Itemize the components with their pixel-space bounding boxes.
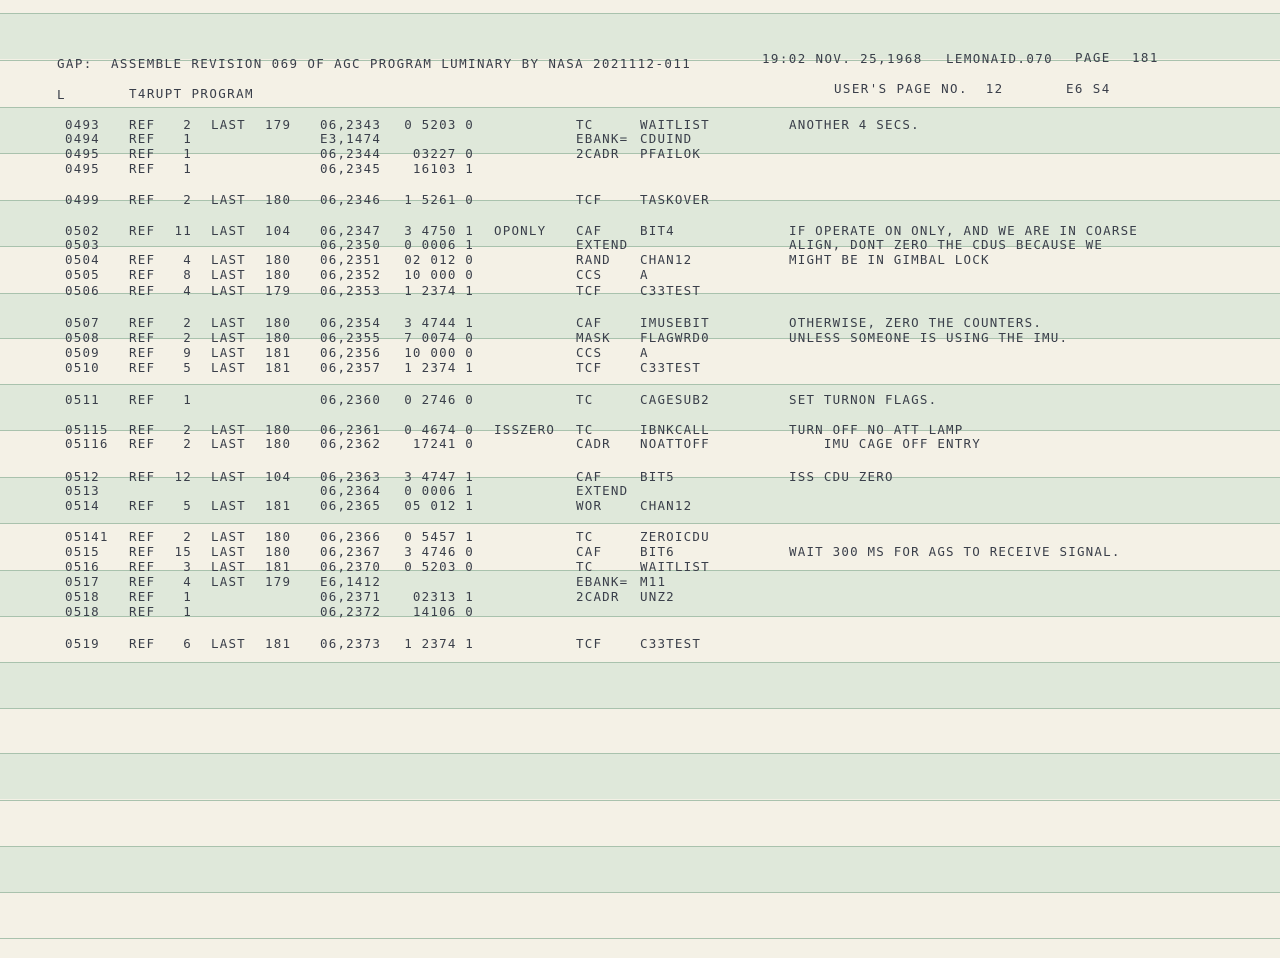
row-ref: REF (129, 267, 156, 282)
row-op: CAF (576, 223, 603, 238)
row-code: 0 5203 0 (404, 117, 474, 132)
row-addr: 06,2352 (320, 267, 382, 282)
row-operand: IBNKCALL (640, 422, 710, 437)
row-comment: WAIT 300 MS FOR AGS TO RECEIVE SIGNAL. (789, 544, 1121, 559)
row-code: 03227 0 (412, 146, 474, 161)
row-ref: REF (129, 283, 156, 298)
row-code: 7 0074 0 (404, 330, 474, 345)
row-line: 0494 (65, 131, 100, 146)
row-op: 2CADR (576, 589, 620, 604)
row-ref: REF (129, 161, 156, 176)
row-line: 0510 (65, 360, 100, 375)
row-code: 3 4750 1 (404, 223, 474, 238)
row-code: 3 4746 0 (404, 544, 474, 559)
row-last: LAST (211, 252, 246, 267)
row-cnt: 4 (183, 283, 192, 298)
greenbar-rule (0, 846, 1280, 847)
row-code: 0 5203 0 (404, 559, 474, 574)
row-lastno: 180 (265, 315, 292, 330)
row-last: LAST (211, 498, 246, 513)
row-comment: ANOTHER 4 SECS. (789, 117, 920, 132)
row-last: LAST (211, 330, 246, 345)
row-last: LAST (211, 436, 246, 451)
row-lastno: 180 (265, 252, 292, 267)
row-op: CAF (576, 315, 603, 330)
row-line: 0519 (65, 636, 100, 651)
row-op: TC (576, 117, 594, 132)
row-addr: 06,2357 (320, 360, 382, 375)
row-last: LAST (211, 469, 246, 484)
row-operand: C33TEST (640, 283, 702, 298)
row-op: CCS (576, 267, 603, 282)
row-lastno: 179 (265, 283, 292, 298)
row-line: 05115 (65, 422, 109, 437)
row-code: 02313 1 (412, 589, 474, 604)
row-operand: CAGESUB2 (640, 392, 710, 407)
row-ref: REF (129, 345, 156, 360)
row-ref: REF (129, 544, 156, 559)
row-addr: 06,2373 (320, 636, 382, 651)
row-code: 1 2374 1 (404, 636, 474, 651)
row-op: EXTEND (576, 237, 629, 252)
row-lastno: 180 (265, 192, 292, 207)
row-label: OPONLY (494, 223, 547, 238)
row-comment: MIGHT BE IN GIMBAL LOCK (789, 252, 990, 267)
row-ref: REF (129, 559, 156, 574)
greenbar-rule (0, 107, 1280, 108)
row-operand: BIT5 (640, 469, 675, 484)
row-addr: 06,2353 (320, 283, 382, 298)
row-addr: 06,2345 (320, 161, 382, 176)
row-code: 14106 0 (412, 604, 474, 619)
row-ref: REF (129, 529, 156, 544)
row-op: TCF (576, 360, 603, 375)
row-line: 0495 (65, 146, 100, 161)
row-line: 0505 (65, 267, 100, 282)
row-code: 05 012 1 (404, 498, 474, 513)
row-ref: REF (129, 636, 156, 651)
row-cnt: 1 (183, 131, 192, 146)
row-line: 0506 (65, 283, 100, 298)
row-last: LAST (211, 315, 246, 330)
row-addr: 06,2366 (320, 529, 382, 544)
row-operand: NOATTOFF (640, 436, 710, 451)
row-cnt: 5 (183, 360, 192, 375)
row-line: 05116 (65, 436, 109, 451)
row-op: TCF (576, 192, 603, 207)
greenbar-rule (0, 708, 1280, 709)
page-label: PAGE (1075, 50, 1111, 65)
row-ref: REF (129, 315, 156, 330)
row-lastno: 179 (265, 574, 292, 589)
program-name: T4RUPT PROGRAM (129, 86, 254, 101)
greenbar-rule (0, 938, 1280, 939)
row-line: 0511 (65, 392, 100, 407)
row-op: MASK (576, 330, 611, 345)
row-cnt: 2 (183, 315, 192, 330)
row-line: 05141 (65, 529, 109, 544)
row-comment: OTHERWISE, ZERO THE COUNTERS. (789, 315, 1043, 330)
greenbar-band (0, 753, 1280, 799)
row-operand: WAITLIST (640, 559, 710, 574)
row-code: 0 5457 1 (404, 529, 474, 544)
row-ref: REF (129, 223, 156, 238)
row-operand: C33TEST (640, 636, 702, 651)
row-comment: IMU CAGE OFF ENTRY (789, 436, 981, 451)
row-line: 0513 (65, 483, 100, 498)
greenbar-rule (0, 13, 1280, 14)
row-operand: IMUSEBIT (640, 315, 710, 330)
row-addr: 06,2367 (320, 544, 382, 559)
row-lastno: 181 (265, 636, 292, 651)
row-last: LAST (211, 360, 246, 375)
row-last: LAST (211, 345, 246, 360)
greenbar-rule (0, 800, 1280, 801)
row-op: 2CADR (576, 146, 620, 161)
row-cnt: 1 (183, 392, 192, 407)
row-ref: REF (129, 589, 156, 604)
row-lastno: 180 (265, 422, 292, 437)
row-line: 0512 (65, 469, 100, 484)
row-cnt: 1 (183, 589, 192, 604)
row-line: 0517 (65, 574, 100, 589)
row-comment: IF OPERATE ON ONLY, AND WE ARE IN COARSE (789, 223, 1139, 238)
row-last: LAST (211, 223, 246, 238)
row-code: 0 4674 0 (404, 422, 474, 437)
row-operand: C33TEST (640, 360, 702, 375)
row-operand: ZEROICDU (640, 529, 710, 544)
row-op: CAF (576, 544, 603, 559)
greenbar-rule (0, 753, 1280, 754)
row-operand: CHAN12 (640, 252, 693, 267)
row-addr: 06,2361 (320, 422, 382, 437)
row-op: EBANK= (576, 574, 629, 589)
row-lastno: 179 (265, 117, 292, 132)
greenbar-rule (0, 892, 1280, 893)
row-op: CAF (576, 469, 603, 484)
row-line: 0503 (65, 237, 100, 252)
row-code: 1 2374 1 (404, 283, 474, 298)
row-op: TC (576, 392, 594, 407)
row-operand: UNZ2 (640, 589, 675, 604)
row-operand: PFAILOK (640, 146, 702, 161)
row-addr: 06,2347 (320, 223, 382, 238)
row-line: 0499 (65, 192, 100, 207)
page-number: 181 (1132, 50, 1159, 65)
row-ref: REF (129, 252, 156, 267)
row-addr: E3,1474 (320, 131, 382, 146)
row-operand: CHAN12 (640, 498, 693, 513)
row-line: 0518 (65, 604, 100, 619)
row-last: LAST (211, 529, 246, 544)
row-last: LAST (211, 574, 246, 589)
row-code: 16103 1 (412, 161, 474, 176)
row-cnt: 9 (183, 345, 192, 360)
row-lastno: 180 (265, 267, 292, 282)
row-line: 0515 (65, 544, 100, 559)
row-cnt: 11 (174, 223, 192, 238)
row-cnt: 1 (183, 161, 192, 176)
row-ref: REF (129, 436, 156, 451)
greenbar-rule (0, 384, 1280, 385)
row-operand: FLAGWRD0 (640, 330, 710, 345)
row-ref: REF (129, 117, 156, 132)
greenbar-rule (0, 616, 1280, 617)
row-operand: WAITLIST (640, 117, 710, 132)
row-op: WOR (576, 498, 603, 513)
row-comment: ISS CDU ZERO (789, 469, 894, 484)
row-op: TC (576, 559, 594, 574)
row-code: 10 000 0 (404, 267, 474, 282)
row-last: LAST (211, 636, 246, 651)
greenbar-rule (0, 662, 1280, 663)
users-page-number: USER'S PAGE NO. 12 (834, 81, 1004, 96)
row-cnt: 12 (174, 469, 192, 484)
row-line: 0514 (65, 498, 100, 513)
row-line: 0508 (65, 330, 100, 345)
row-lastno: 104 (265, 469, 292, 484)
row-addr: 06,2351 (320, 252, 382, 267)
timestamp: 19:02 NOV. 25,1968 (762, 51, 923, 66)
row-last: LAST (211, 117, 246, 132)
row-cnt: 2 (183, 422, 192, 437)
row-ref: REF (129, 360, 156, 375)
row-op: TC (576, 422, 594, 437)
row-ref: REF (129, 192, 156, 207)
row-op: RAND (576, 252, 611, 267)
row-op: TCF (576, 636, 603, 651)
row-cnt: 2 (183, 330, 192, 345)
row-code: 10 000 0 (404, 345, 474, 360)
bank-code: E6 S4 (1066, 81, 1111, 96)
row-last: LAST (211, 192, 246, 207)
row-cnt: 2 (183, 529, 192, 544)
row-cnt: 15 (174, 544, 192, 559)
row-addr: 06,2343 (320, 117, 382, 132)
greenbar-band (0, 846, 1280, 892)
row-lastno: 180 (265, 330, 292, 345)
row-line: 0507 (65, 315, 100, 330)
row-ref: REF (129, 392, 156, 407)
row-lastno: 180 (265, 544, 292, 559)
row-cnt: 2 (183, 436, 192, 451)
row-last: LAST (211, 544, 246, 559)
listing-flag: L (57, 87, 66, 102)
row-cnt: 1 (183, 604, 192, 619)
row-ref: REF (129, 422, 156, 437)
row-addr: 06,2360 (320, 392, 382, 407)
row-lastno: 181 (265, 345, 292, 360)
row-comment: TURN OFF NO ATT LAMP (789, 422, 964, 437)
assembly-title: ASSEMBLE REVISION 069 OF AGC PROGRAM LUMINARY BY NASA 2021112-011 (111, 56, 692, 71)
row-cnt: 3 (183, 559, 192, 574)
row-code: 0 0006 1 (404, 483, 474, 498)
row-line: 0495 (65, 161, 100, 176)
row-label: ISSZERO (494, 422, 556, 437)
row-comment: UNLESS SOMEONE IS USING THE IMU. (789, 330, 1069, 345)
row-addr: 06,2371 (320, 589, 382, 604)
row-ref: REF (129, 498, 156, 513)
row-op: CCS (576, 345, 603, 360)
row-lastno: 104 (265, 223, 292, 238)
row-lastno: 181 (265, 498, 292, 513)
row-addr: 06,2365 (320, 498, 382, 513)
row-addr: 06,2355 (320, 330, 382, 345)
row-code: 02 012 0 (404, 252, 474, 267)
row-addr: 06,2364 (320, 483, 382, 498)
row-code: 1 5261 0 (404, 192, 474, 207)
row-cnt: 5 (183, 498, 192, 513)
row-cnt: 2 (183, 117, 192, 132)
row-line: 0518 (65, 589, 100, 604)
row-op: EXTEND (576, 483, 629, 498)
row-op: TCF (576, 283, 603, 298)
greenbar-band (0, 662, 1280, 708)
row-ref: REF (129, 146, 156, 161)
row-addr: 06,2372 (320, 604, 382, 619)
greenbar-rule (0, 523, 1280, 524)
row-last: LAST (211, 559, 246, 574)
row-addr: 06,2356 (320, 345, 382, 360)
row-operand: BIT6 (640, 544, 675, 559)
row-operand: A (640, 267, 649, 282)
row-op: EBANK= (576, 131, 629, 146)
row-ref: REF (129, 574, 156, 589)
row-code: 3 4747 1 (404, 469, 474, 484)
row-addr: 06,2362 (320, 436, 382, 451)
row-last: LAST (211, 267, 246, 282)
row-code: 0 0006 1 (404, 237, 474, 252)
row-ref: REF (129, 131, 156, 146)
row-comment: SET TURNON FLAGS. (789, 392, 938, 407)
row-line: 0493 (65, 117, 100, 132)
row-code: 1 2374 1 (404, 360, 474, 375)
row-code: 0 2746 0 (404, 392, 474, 407)
row-operand: CDUIND (640, 131, 693, 146)
row-line: 0502 (65, 223, 100, 238)
row-last: LAST (211, 422, 246, 437)
row-code: 17241 0 (412, 436, 474, 451)
row-addr: 06,2363 (320, 469, 382, 484)
gap-label: GAP: (57, 56, 93, 71)
row-op: CADR (576, 436, 611, 451)
row-lastno: 180 (265, 529, 292, 544)
row-line: 0509 (65, 345, 100, 360)
row-addr: 06,2370 (320, 559, 382, 574)
row-last: LAST (211, 283, 246, 298)
row-cnt: 4 (183, 574, 192, 589)
row-addr: 06,2344 (320, 146, 382, 161)
row-lastno: 181 (265, 360, 292, 375)
row-operand: BIT4 (640, 223, 675, 238)
row-op: TC (576, 529, 594, 544)
row-code: 3 4744 1 (404, 315, 474, 330)
row-line: 0516 (65, 559, 100, 574)
row-operand: M11 (640, 574, 667, 589)
row-line: 0504 (65, 252, 100, 267)
row-addr: 06,2346 (320, 192, 382, 207)
row-addr: 06,2354 (320, 315, 382, 330)
row-cnt: 8 (183, 267, 192, 282)
row-cnt: 2 (183, 192, 192, 207)
row-ref: REF (129, 604, 156, 619)
row-operand: TASKOVER (640, 192, 710, 207)
row-addr: E6,1412 (320, 574, 382, 589)
row-lastno: 181 (265, 559, 292, 574)
row-ref: REF (129, 330, 156, 345)
source-file: LEMONAID.070 (946, 51, 1054, 66)
row-cnt: 6 (183, 636, 192, 651)
row-cnt: 4 (183, 252, 192, 267)
row-ref: REF (129, 469, 156, 484)
row-operand: A (640, 345, 649, 360)
row-comment: ALIGN, DONT ZERO THE CDUS BECAUSE WE (789, 237, 1104, 252)
row-cnt: 1 (183, 146, 192, 161)
row-addr: 06,2350 (320, 237, 382, 252)
row-lastno: 180 (265, 436, 292, 451)
